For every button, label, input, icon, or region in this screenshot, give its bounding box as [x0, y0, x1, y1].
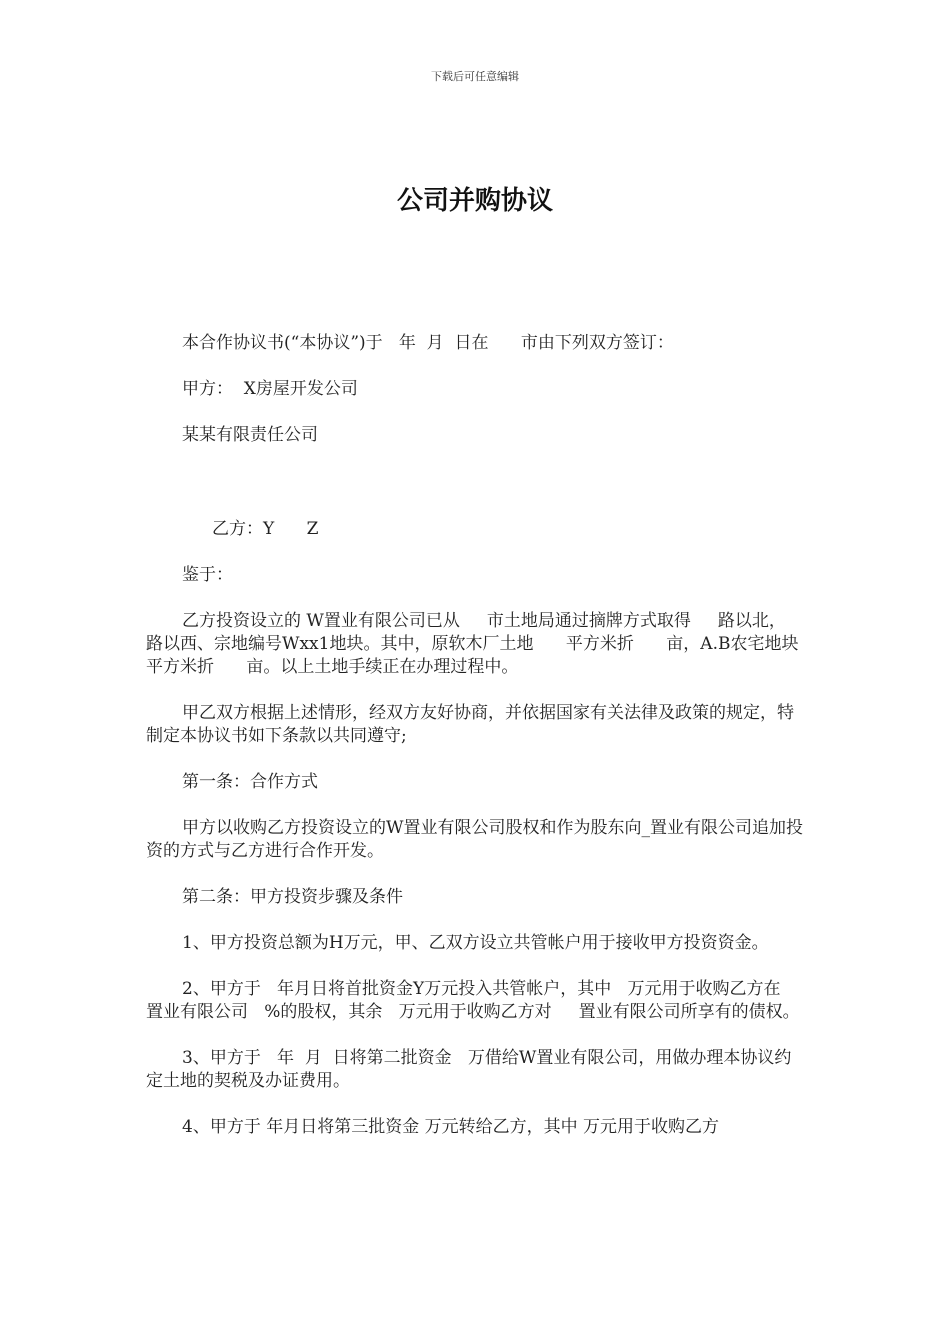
- paragraph-party-a-company: 某某有限责任公司: [182, 425, 318, 445]
- header-note: 下载后可任意编辑: [431, 70, 519, 83]
- paragraph-party-b: 乙方：Y Z: [212, 519, 319, 539]
- paragraph-party-a: 甲方： X房屋开发公司: [182, 379, 358, 399]
- paragraph-whereas: 鉴于：: [182, 565, 233, 585]
- document-body: [146, 332, 815, 1139]
- paragraph-purpose: 甲乙双方根据上述情形，经双方友好协商，并依据国家有关法律及政策的规定，特制定本协议书如下条款以共同遵守;: [146, 703, 794, 746]
- paragraph-background: 乙方投资设立的 W置业有限公司已从 市土地局通过摘牌方式取得 路以北， 路以西、宗地编号Wxx1地块。其中，原软木厂土地 平方米折 亩，A.B农宅地块 平方米折 亩。以上土地手续正在办理过程中。: [146, 611, 815, 677]
- article-1-heading: 第一条：合作方式: [182, 772, 318, 792]
- paragraph-preamble: 本合作协议书(“本协议”)于 年 月 日在 市由下列双方签订：: [182, 333, 674, 353]
- document-title: 公司并购协议: [396, 186, 553, 216]
- article-2-item-2: 2、甲方于 年月日将首批资金Y万元投入共管帐户，其中 万元用于收购乙方在 置业有限公司 %的股权，其余 万元用于收购乙方对 置业有限公司所享有的债权。: [146, 979, 808, 1022]
- article-2-item-4: 4、甲方于 年月日将第三批资金 万元转给乙方，其中 万元用于收购乙方: [182, 1117, 720, 1137]
- article-2-item-3: 3、甲方于 年 月 日将第二批资金 万借给W置业有限公司，用做办理本协议约定土地的契税及办证费用。: [146, 1048, 792, 1091]
- article-2-heading: 第二条：甲方投资步骤及条件: [182, 887, 403, 907]
- article-1-body: 甲方以收购乙方投资设立的W置业有限公司股权和作为股东向_置业有限公司追加投资的方式与乙方进行合作开发。: [146, 818, 803, 861]
- article-2-item-1: 1、甲方投资总额为H万元，甲、乙双方设立共管帐户用于接收甲方投资资金。: [182, 933, 769, 953]
